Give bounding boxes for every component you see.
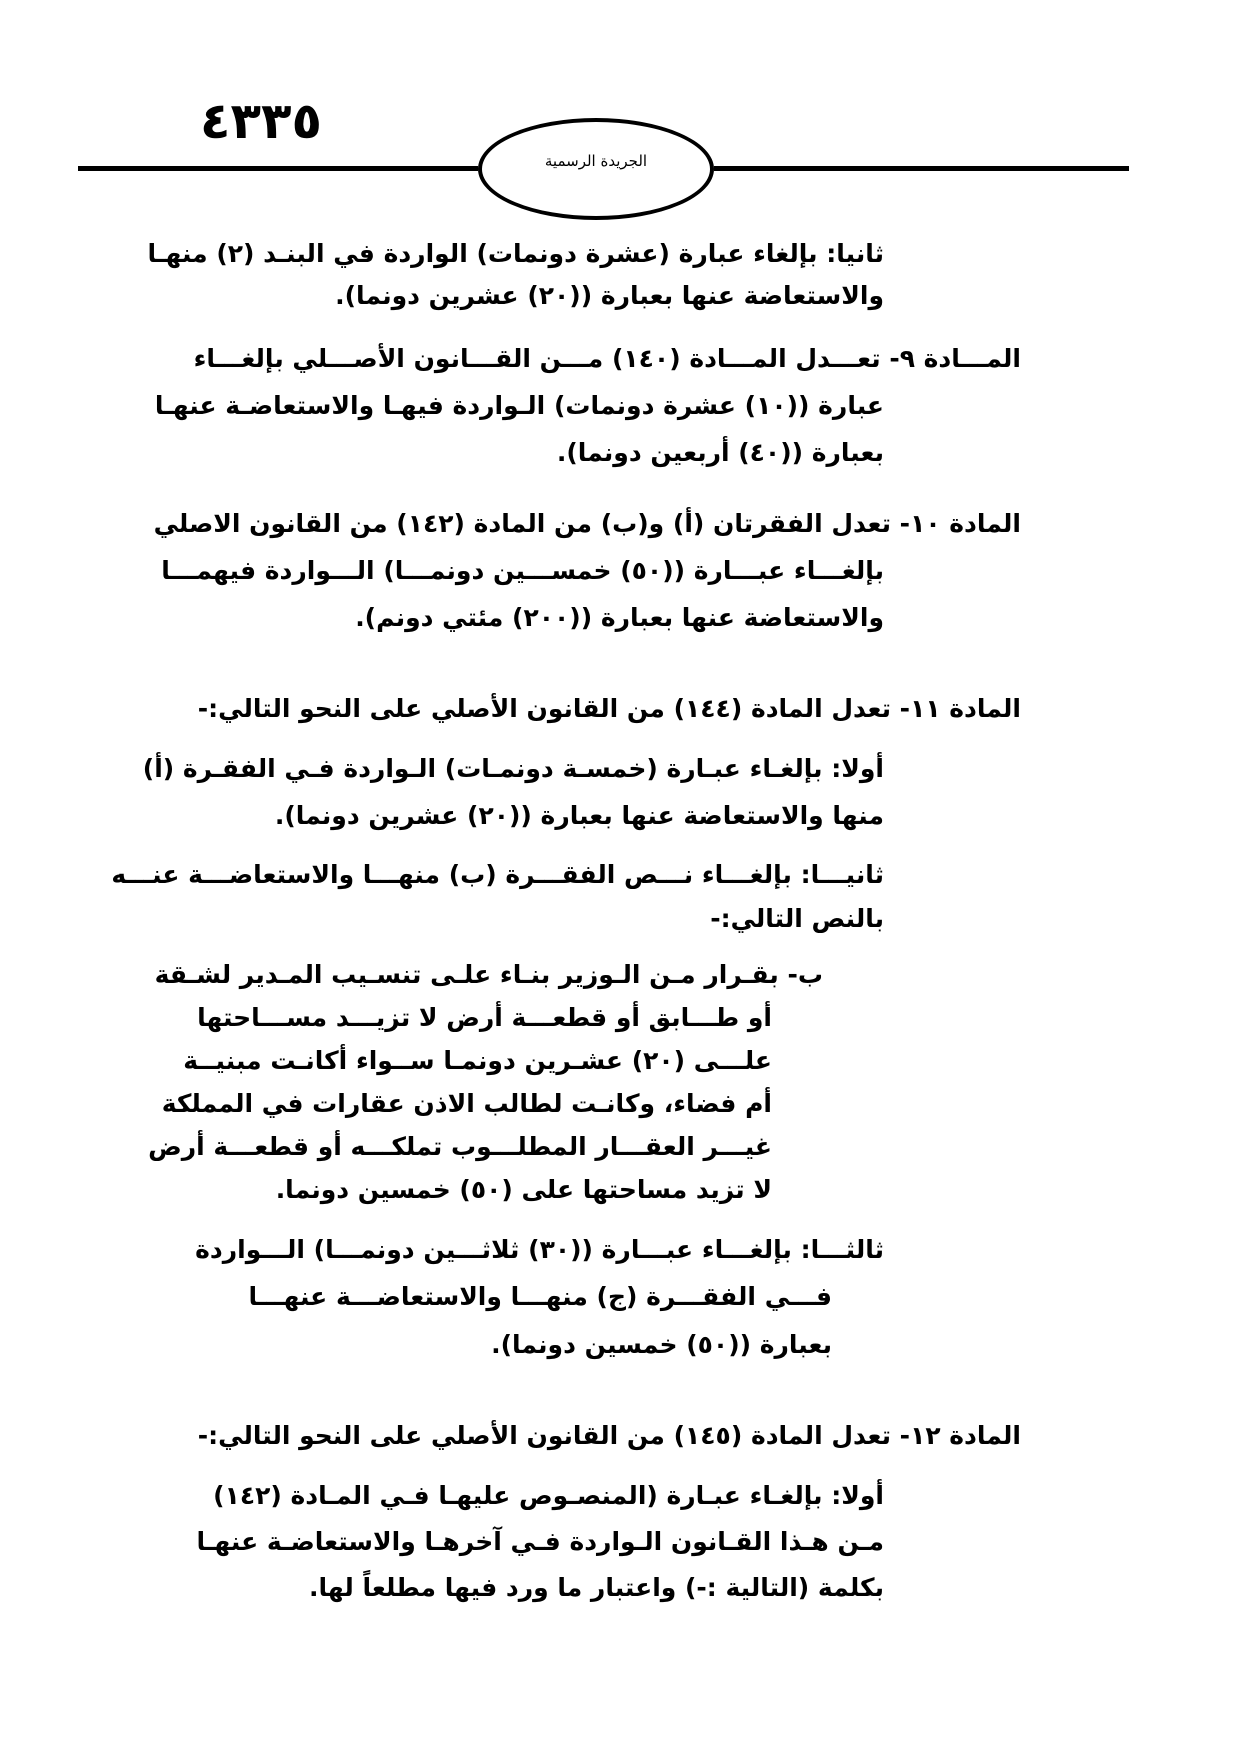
text-line: أو طـــابق أو قطعـــة أرض لا تزيـــد مســـاحتها <box>197 1003 772 1032</box>
header-rule-left <box>78 166 478 171</box>
text-line: ثانيا: بإلغاء عبارة (عشرة دونمات) الواردة في البنـد (٢) منهـا <box>147 239 884 268</box>
text-line: عبارة ((١٠) عشرة دونمات) الـواردة فيهـا والاستعاضـة عنهـا <box>154 391 884 420</box>
text-line: لا تزيد مساحتها على (٥٠) خمسين دونما. <box>275 1175 772 1204</box>
text-line: أولا: بإلغـاء عبـارة (خمسـة دونمـات) الـواردة فـي الفقـرة (أ) <box>142 754 884 783</box>
text-line: والاستعاضة عنها بعبارة ((٢٠٠) مئتي دونم). <box>355 603 884 632</box>
text-line: بعبارة ((٥٠) خمسين دونما). <box>491 1330 832 1359</box>
header-rule-right <box>714 166 1129 171</box>
text-line: منها والاستعاضة عنها بعبارة ((٢٠) عشرين دونما). <box>274 801 884 830</box>
page-number: ٤٣٣٥ <box>200 92 323 150</box>
text-line: ب- بقـرار مـن الـوزير بنـاء علـى تنسـيب المـدير لشـقة <box>154 960 823 989</box>
article-line: المـــادة ٩- تعـــدل المـــادة (١٤٠) مـــن القـــانون الأصـــلي بإلغـــاء <box>193 344 1021 373</box>
text-line: غيـــر العقـــار المطلـــوب تملكـــه أو قطعـــة أرض <box>148 1132 772 1161</box>
text-line: بالنص التالي:- <box>710 904 884 933</box>
text-line: ثانيـــا: بإلغـــاء نـــص الفقـــرة (ب) منهـــا والاستعاضـــة عنـــه <box>111 860 884 889</box>
text-line: والاستعاضة عنها بعبارة ((٢٠) عشرين دونما). <box>335 281 884 310</box>
article-line: المادة ١١- تعدل المادة (١٤٤) من القانون الأصلي على النحو التالي:- <box>197 694 1021 723</box>
text-line: بعبارة ((٤٠) أربعين دونما). <box>556 438 884 467</box>
text-line: مـن هـذا القـانون الـواردة فـي آخرهـا والاستعاضـة عنهـا <box>196 1527 884 1556</box>
text-line: فـــي الفقـــرة (ج) منهـــا والاستعاضـــة عنهـــا <box>248 1282 832 1311</box>
gazette-name: الجريدة الرسمية <box>544 152 648 170</box>
text-line: ثالثـــا: بإلغـــاء عبـــارة ((٣٠) ثلاثـــين دونمـــا) الـــواردة <box>195 1235 884 1264</box>
text-line: علـــى (٢٠) عشـرين دونمـا ســواء أكانـت مبنيــة <box>183 1046 772 1075</box>
text-line: بكلمة (التالية :-) واعتبار ما ورد فيها مطلعاً لها. <box>309 1573 884 1602</box>
article-line: المادة ١٢- تعدل المادة (١٤٥) من القانون الأصلي على النحو التالي:- <box>197 1421 1021 1450</box>
text-line: أولا: بإلغـاء عبـارة (المنصـوص عليهـا فـي المـادة (١٤٢) <box>213 1481 884 1510</box>
text-line: بإلغـــاء عبـــارة ((٥٠) خمســـين دونمـــا) الـــواردة فيهمـــا <box>161 556 884 585</box>
text-line: أم فضاء، وكانـت لطالب الاذن عقارات في المملكة <box>161 1089 772 1118</box>
article-line: المادة ١٠- تعدل الفقرتان (أ) و(ب) من المادة (١٤٢) من القانون الاصلي <box>153 509 1021 538</box>
header-oval <box>478 118 714 220</box>
